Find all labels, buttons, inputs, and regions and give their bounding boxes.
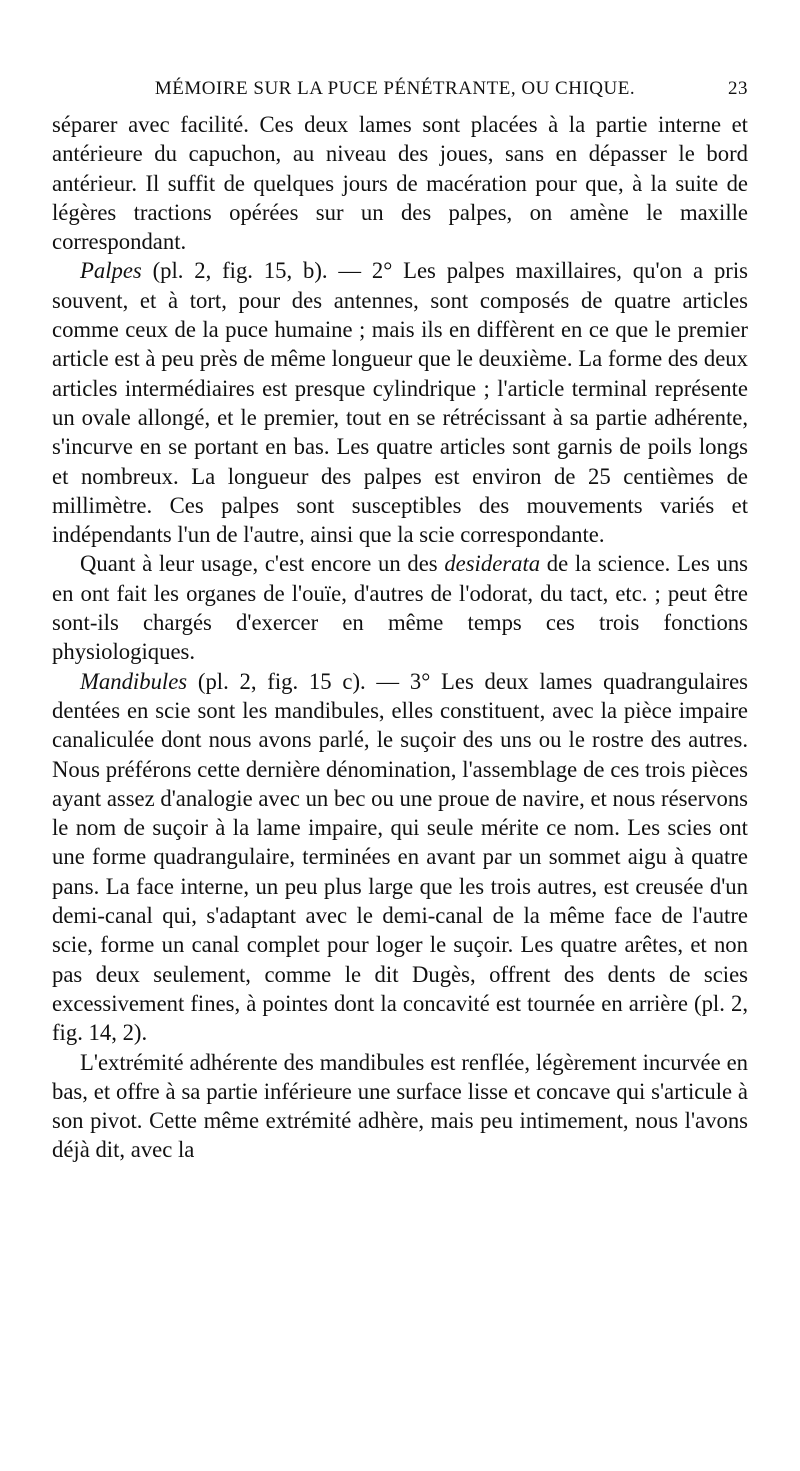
running-title: MÉMOIRE SUR LA PUCE PÉNÉTRANTE, OU CHIQUE.: [154, 78, 636, 99]
page-number: 23: [728, 78, 748, 99]
paragraph-mandibules-text: (pl. 2, fig. 15 c). — 3° Les deux lames quadrangulaires dentées en scie sont les mandibules, elles constituent, avec la pièce impaire canaliculée dont nous avons parlé, le suçoir des uns ou le rostre des autres. Nous préférons cette dernière dénomination, l'assemblage de ces trois pièces ayant assez d'analogie avec un bec ou une proue de navire, et nous réservons le nom de suçoir à la lame impaire, qui seule mérite ce nom. Les scies ont une forme quadrangulaire, terminées en avant par un sommet aigu à quatre pans. La face interne, un peu plus large que les trois autres, est creusée d'un demi-canal qui, s'adaptant avec le demi-canal de la même face de l'autre scie, forme un canal complet pour loger le suçoir. Les quatre arêtes, et non pas deux seulement, comme le dit Dugès, offrent des dents de scies excessivement fines, à pointes dont la concavité est tournée en arrière (pl. 2, fig. 14, 2).: [52, 668, 748, 1046]
paragraph-extremite: L'extrémité adhérente des mandibules est renflée, légèrement incurvée en bas, et offre à sa partie inférieure une surface lisse et concave qui s'articule à son pivot. Cette même extrémité adhère, mais peu intimement, nous l'avons déjà dit, avec la: [52, 1049, 748, 1163]
body-text: [52, 110, 748, 1165]
paragraph-palpes-text: (pl. 2, fig. 15, b). — 2° Les palpes maxillaires, qu'on a pris souvent, et à tort, pour des antennes, sont composés de quatre articles comme ceux de la puce humaine ; mais ils en diffèrent en ce que le premier article est à peu près de même longueur que le deuxième. La forme des deux articles intermédiaires est presque cylindrique ; l'article terminal représente un ovale allongé, et le premier, tout en se rétrécissant à sa partie adhérente, s'incurve en se portant en bas. Les quatre articles sont garnis de poils longs et nombreux. La longueur des palpes est environ de 25 centièmes de millimètre. Ces palpes sont susceptibles des mouvements variés et indépendants l'un de l'autre, ainsi que la scie correspondante.: [52, 258, 748, 548]
paragraph-mandibules: [52, 667, 748, 1048]
paragraph-1: séparer avec facilité. Ces deux lames sont placées à la partie interne et antérieure du capuchon, au niveau des joues, sans en dépasser le bord antérieur. Il suffit de quelques jours de macération pour que, à la suite de légères tractions opérées sur un des palpes, on amène le maxille correspondant.: [52, 112, 748, 255]
term-desiderata: desiderata: [444, 551, 541, 577]
paragraph-usage: [52, 549, 748, 666]
term-palpes: Palpes: [80, 258, 142, 284]
paragraph-usage-after: de la science. Les uns en ont fait les organes de l'ouïe, d'autres de l'odorat, du tact, etc. ; peut être sont-ils chargés d'exercer en même temps ces trois fonctions physiologiques.: [52, 551, 748, 665]
paragraph-palpes: [52, 256, 748, 549]
term-mandibules: Mandibules: [80, 668, 188, 694]
paragraph-usage-before: Quant à leur usage, c'est encore un des: [80, 551, 445, 577]
running-header: [52, 78, 748, 108]
